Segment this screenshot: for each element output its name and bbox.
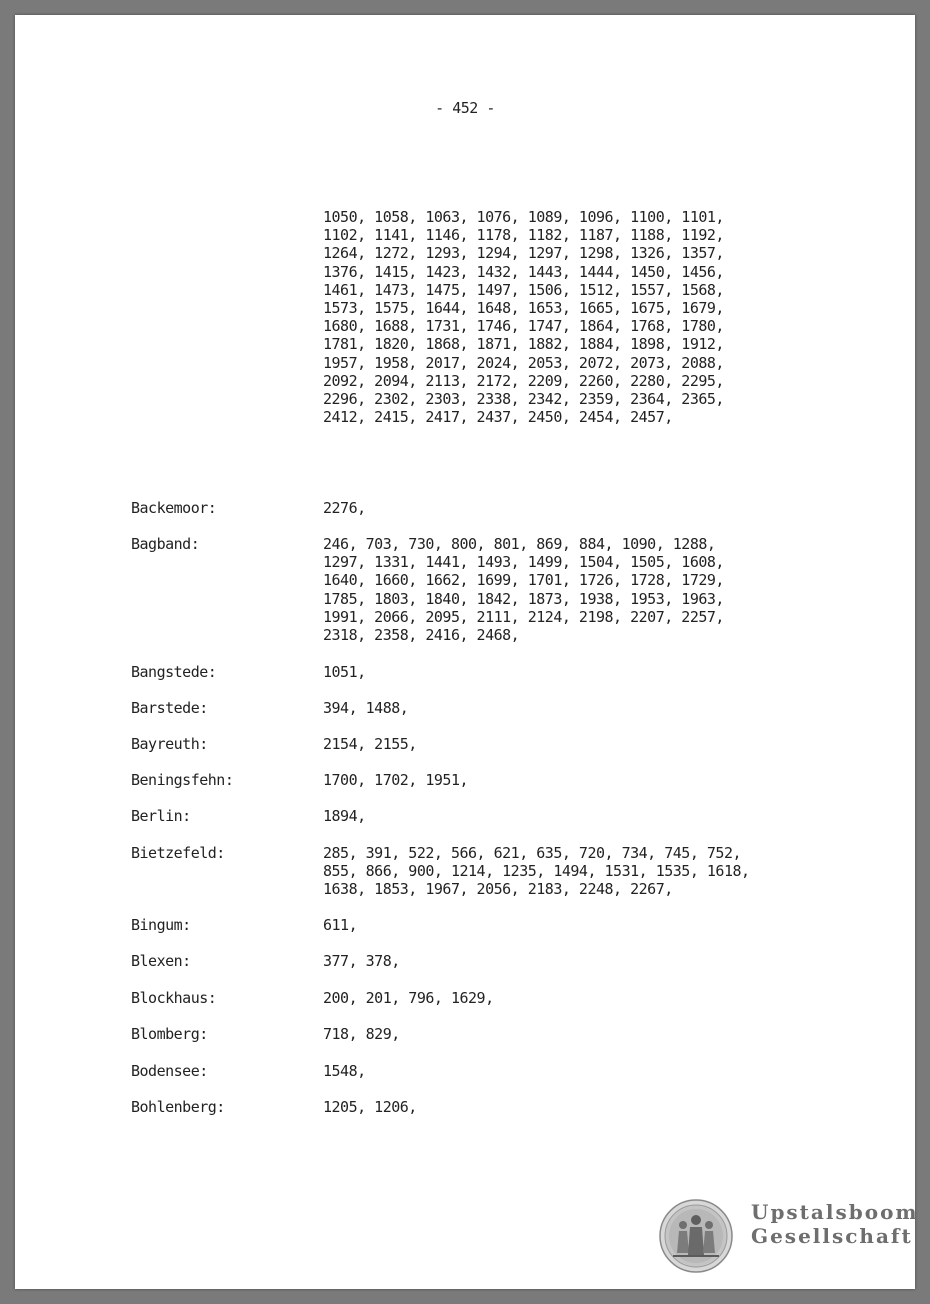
page-number: - 452 - [435, 99, 495, 117]
number-line: 377, 378, [323, 952, 400, 970]
place-name: Backemoor: [131, 499, 217, 517]
place-name: Bietzefeld: [131, 844, 225, 862]
document-page [15, 15, 919, 1289]
place-name: Bingum: [131, 916, 191, 934]
entry-numbers [323, 771, 468, 789]
number-line: 1638, 1853, 1967, 2056, 2183, 2248, 2267, [323, 880, 673, 899]
entry-numbers [323, 916, 357, 934]
upstalsboom-seal-icon [659, 1199, 733, 1273]
number-line: 1640, 1660, 1662, 1699, 1701, 1726, 1728, 1729, [323, 571, 724, 590]
number-line: 246, 703, 730, 800, 801, 869, 884, 1090, 1288, [323, 535, 716, 553]
place-name: Berlin: [131, 807, 191, 825]
logo-text [751, 1200, 919, 1248]
number-line: 285, 391, 522, 566, 621, 635, 720, 734, 745, 752, [323, 844, 742, 862]
number-line: 394, 1488, [323, 699, 409, 717]
entry-numbers [323, 989, 494, 1007]
logo-line-2: Gesellschaft [751, 1224, 913, 1248]
number-line: 2412, 2415, 2417, 2437, 2450, 2454, 2457, [323, 408, 673, 427]
number-line: 611, [323, 916, 358, 934]
number-line: 1461, 1473, 1475, 1497, 1506, 1512, 1557, 1568, [323, 280, 724, 299]
number-line: 1700, 1702, 1951, [323, 771, 469, 789]
place-name: Bodensee: [131, 1062, 208, 1080]
number-line: 855, 866, 900, 1214, 1235, 1494, 1531, 1535, 1618, [323, 862, 750, 881]
entry-numbers [323, 952, 400, 970]
number-line: 200, 201, 796, 1629, [323, 989, 494, 1007]
number-line: 1050, 1058, 1063, 1076, 1089, 1096, 1100, 1101, [323, 208, 724, 226]
entry-numbers [323, 1025, 400, 1043]
entry-numbers [323, 663, 366, 681]
place-name: Blockhaus: [131, 989, 217, 1007]
number-line: 1297, 1331, 1441, 1493, 1499, 1504, 1505, 1608, [323, 553, 724, 572]
number-line: 1205, 1206, [323, 1098, 417, 1116]
number-line: 1894, [323, 807, 366, 825]
entry-numbers [323, 735, 417, 753]
place-name: Bohlenberg: [131, 1098, 225, 1116]
number-line: 1102, 1141, 1146, 1178, 1182, 1187, 1188, 1192, [323, 226, 724, 245]
place-name: Bayreuth: [131, 735, 208, 753]
upstalsboom-logo [659, 1199, 919, 1275]
number-line: 2154, 2155, [323, 735, 417, 753]
place-name: Barstede: [131, 699, 208, 717]
entry-numbers [323, 499, 366, 517]
number-line: 2296, 2302, 2303, 2338, 2342, 2359, 2364, 2365, [323, 390, 724, 409]
number-line: 2276, [323, 499, 366, 517]
place-name: Bagband: [131, 535, 200, 553]
number-line: 1991, 2066, 2095, 2111, 2124, 2198, 2207, 2257, [323, 607, 724, 626]
number-line: 718, 829, [323, 1025, 400, 1043]
place-name: Beningsfehn: [131, 771, 234, 789]
continuation-block [323, 208, 724, 426]
entry-numbers [323, 844, 750, 899]
number-line: 1785, 1803, 1840, 1842, 1873, 1938, 1953, 1963, [323, 589, 724, 608]
number-line: 2092, 2094, 2113, 2172, 2209, 2260, 2280, 2295, [323, 371, 724, 390]
entry-numbers [323, 699, 408, 717]
number-line: 1051, [323, 663, 366, 681]
number-line: 1548, [323, 1062, 366, 1080]
number-line: 1781, 1820, 1868, 1871, 1882, 1884, 1898, 1912, [323, 335, 724, 354]
entry-numbers [323, 1062, 366, 1080]
number-line: 1680, 1688, 1731, 1746, 1747, 1864, 1768, 1780, [323, 317, 724, 336]
logo-line-1: Upstalsboom [751, 1200, 919, 1224]
number-line: 1957, 1958, 2017, 2024, 2053, 2072, 2073, 2088, [323, 353, 724, 372]
number-line: 1573, 1575, 1644, 1648, 1653, 1665, 1675, 1679, [323, 299, 724, 318]
place-name: Bangstede: [131, 663, 217, 681]
entry-numbers [323, 807, 366, 825]
number-line: 1376, 1415, 1423, 1432, 1443, 1444, 1450, 1456, [323, 262, 724, 281]
number-line: 2318, 2358, 2416, 2468, [323, 626, 520, 645]
place-name: Blomberg: [131, 1025, 208, 1043]
number-line: 1264, 1272, 1293, 1294, 1297, 1298, 1326, 1357, [323, 244, 724, 263]
entry-numbers [323, 535, 724, 644]
entry-numbers [323, 1098, 417, 1116]
place-name: Blexen: [131, 952, 191, 970]
